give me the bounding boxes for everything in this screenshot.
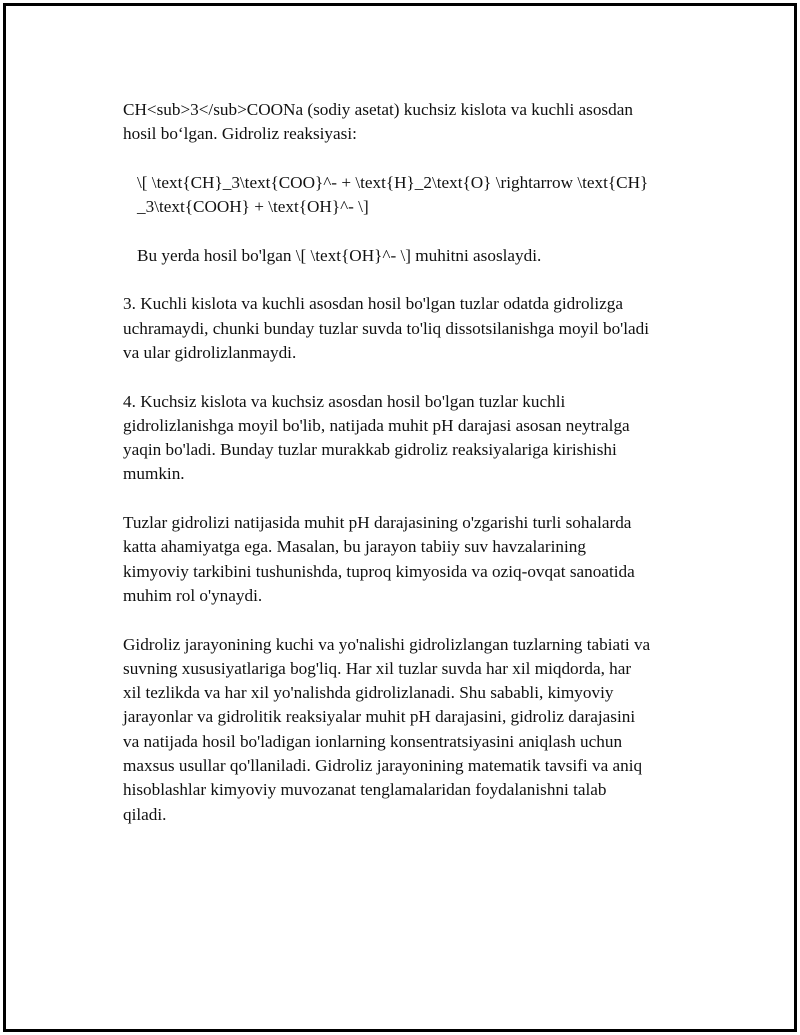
text-line: jarayonlar va gidrolitik reaksiyalar muhit pH darajasini, gidroliz darajasini: [123, 707, 636, 727]
equation-line: _3\text{COOH} + \text{OH}^- \]: [137, 197, 369, 217]
text-line: uchramaydi, chunki bunday tuzlar suvda to'liq dissotsilanishga moyil bo'ladi: [123, 318, 650, 338]
paragraph-hydrolysis-equation: [123, 171, 703, 220]
text-line: hosil bo‘lgan. Gidroliz reaksiyasi:: [123, 124, 357, 144]
equation-line: \[ \text{CH}_3\text{COO}^- + \text{H}_2\text{O} \rightarrow \text{CH}: [137, 172, 649, 192]
text-line: gidrolizlanishga moyil bo'lib, natijada muhit pH darajasi asosan neytralga: [123, 415, 630, 435]
text-line: suvning xususiyatlariga bog'liq. Har xil tuzlar suvda har xil miqdorda, har: [123, 658, 632, 678]
text-line: mumkin.: [123, 464, 185, 484]
text-line: CH<sub>3</sub>COONa (sodiy asetat) kuchsiz kislota va kuchli asosdan: [123, 100, 633, 119]
document-body: [123, 98, 703, 851]
paragraph-item-3: [123, 292, 703, 365]
paragraph-ph-importance: [123, 511, 703, 608]
text-line: 4. Kuchsiz kislota va kuchsiz asosdan hosil bo'lgan tuzlar kuchli: [123, 391, 566, 411]
text-line: yaqin bo'ladi. Bunday tuzlar murakkab gidroliz reaksiyalariga kirishishi: [123, 440, 617, 460]
text-line: xil tezlikda va har xil yo'nalishda gidrolizlanadi. Shu sababli, kimyoviy: [123, 683, 614, 703]
text-line: qiladi.: [123, 804, 167, 824]
text-line: Bu yerda hosil bo'lgan \[ \text{OH}^- \] muhitni asoslaydi.: [137, 245, 542, 265]
paragraph-oh-note: [123, 244, 703, 268]
text-line: hisoblashlar kimyoviy muvozanat tenglamalaridan foydalanishni talab: [123, 780, 607, 800]
text-line: kimyoviy tarkibini tushunishda, tuproq kimyosida va oziq-ovqat sanoatida: [123, 561, 635, 581]
text-line: maxsus usullar qo'llaniladi. Gidroliz jarayonining matematik tavsifi va aniq: [123, 756, 643, 776]
paragraph-item-4: [123, 390, 703, 487]
text-line: muhim rol o'ynaydi.: [123, 585, 263, 605]
text-line: Tuzlar gidrolizi natijasida muhit pH darajasining o'zgarishi turli sohalarda: [123, 513, 632, 533]
paragraph-sodium-acetate: [123, 98, 703, 147]
page-frame: [3, 3, 797, 1032]
text-line: va natijada hosil bo'ladigan ionlarning konsentratsiyasini aniqlash uchun: [123, 731, 623, 751]
text-line: va ular gidrolizlanmaydi.: [123, 342, 297, 362]
text-line: Gidroliz jarayonining kuchi va yo'nalishi gidrolizlangan tuzlarning tabiati va: [123, 634, 651, 654]
paragraph-hydrolysis-factors: [123, 633, 703, 827]
text-line: katta ahamiyatga ega. Masalan, bu jarayon tabiiy suv havzalarining: [123, 537, 586, 557]
text-line: 3. Kuchli kislota va kuchli asosdan hosil bo'lgan tuzlar odatda gidrolizga: [123, 294, 623, 314]
